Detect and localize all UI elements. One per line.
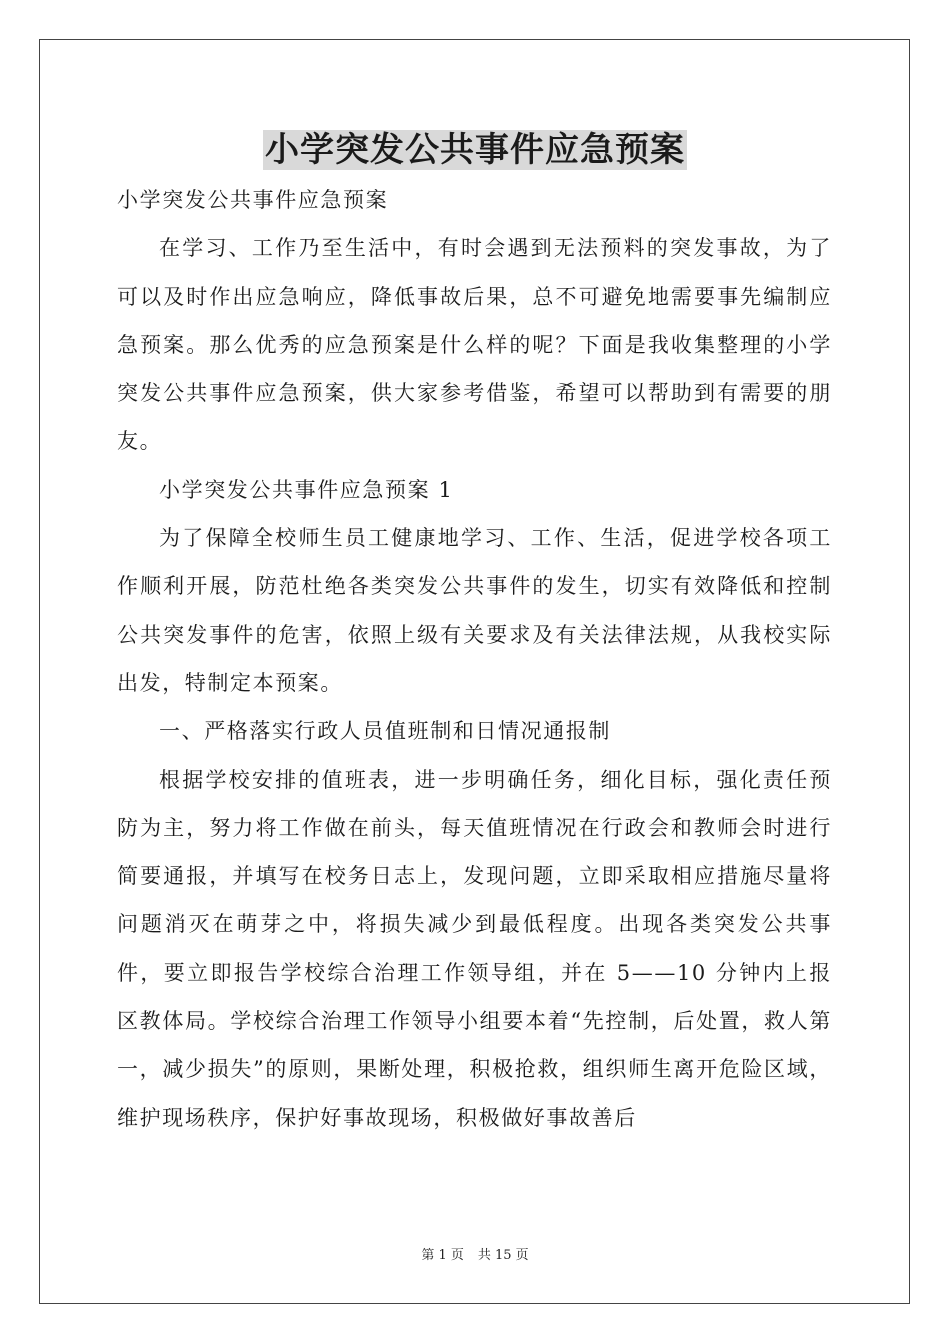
document-title	[0, 127, 950, 173]
subtitle-paragraph: 小学突发公共事件应急预案	[117, 188, 389, 212]
subsection-heading-1: 一、严格落实行政人员值班制和日情况通报制	[159, 719, 611, 744]
intro-paragraph: 在学习、工作乃至生活中，有时会遇到无法预料的突发事故，为了可以及时作出应急响应，降低事故后果，总不可避免地需要事先编制应急预案。那么优秀的应急预案是什么样的呢？下面是我收集整理的小学突发公共事件应急预案，供大家参考借鉴，希望可以帮助到有需要的朋友。	[117, 236, 832, 454]
page-total: 共 15 页	[477, 1248, 529, 1263]
page-number: 第 1 页	[421, 1248, 464, 1263]
purpose-paragraph: 为了保障全校师生员工健康地学习、工作、生活，促进学校各项工作顺利开展，防范杜绝各类突发公共事件的发生，切实有效降低和控制公共突发事件的危害，依照上级有关要求及有关法律法规，从我校实际出发，特制定本预案。	[117, 526, 832, 695]
page-footer	[0, 1247, 950, 1265]
document-body	[117, 176, 832, 1142]
section-heading-1: 小学突发公共事件应急预案 1	[159, 477, 454, 502]
duty-paragraph: 根据学校安排的值班表，进一步明确任务，细化目标，强化责任预防为主，努力将工作做在前头，每天值班情况在行政会和教师会时进行简要通报，并填写在校务日志上，发现问题，立即采取相应措施尽量将问题消灭在萌芽之中，将损失减少到最低程度。出现各类突发公共事件，要立即报告学校综合治理工作领导组，并在 5——10 分钟内上报区教体局。学校综合治理工作领导小组要本着“先控制，后处置，救人第一，减少损失”的原则，果断处理，积极抢救，组织师生离开危险区域，维护现场秩序，保护好事故现场，积极做好事故善后	[117, 767, 832, 1130]
document-title-text: 小学突发公共事件应急预案	[265, 130, 685, 170]
